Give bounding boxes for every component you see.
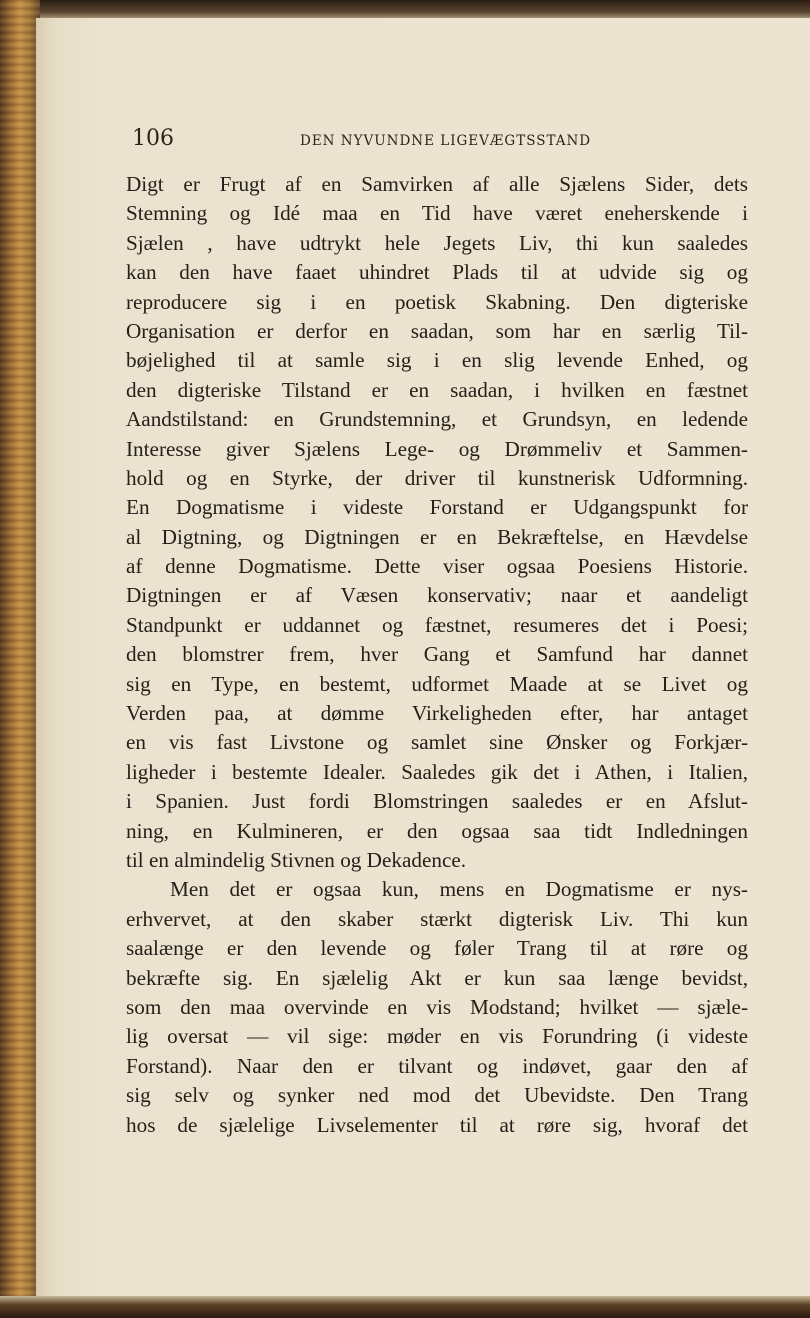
text-line: En Dogmatisme i videste Forstand er Udgangspunkt for (126, 495, 748, 520)
text-line: saalænge er den levende og føler Trang til at røre og (126, 936, 748, 961)
text-line: Stemning og Idé maa en Tid have været eneherskende i (126, 201, 748, 226)
text-line: Forstand). Naar den er tilvant og indøvet, gaar den af (126, 1053, 748, 1078)
text-line: ligheder i bestemte Idealer. Saaledes gik det i Athen, i Italien, (126, 759, 748, 784)
page-top-edge (0, 0, 810, 20)
text-line: hold og en Styrke, der driver til kunstnerisk Udformning. (126, 465, 748, 490)
text-line: Interesse giver Sjælens Lege- og Drømmeliv et Sammen- (126, 436, 748, 461)
text-line: kan den have faaet uhindret Plads til at udvide sig og (126, 260, 748, 285)
text-line: Men det er ogsaa kun, mens en Dogmatisme er nys- (170, 877, 748, 902)
text-line: Organisation er derfor en saadan, som har en særlig Til- (126, 318, 748, 343)
text-line: lig oversat — vil sige: møder en vis Forundring (i videste (126, 1024, 748, 1049)
text-line: en vis fast Livstone og samlet sine Ønsker og Forkjær- (126, 730, 748, 755)
text-line: Verden paa, at dømme Virkeligheden efter, har antaget (126, 701, 748, 726)
text-line: Digt er Frugt af en Samvirken af alle Sjælens Sider, dets (126, 172, 748, 196)
text-line: af denne Dogmatisme. Dette viser ogsaa Poesiens Historie. (126, 554, 748, 579)
body-text (126, 170, 748, 1140)
text-line: den digteriske Tilstand er en saadan, i hvilken en fæstnet (126, 377, 748, 402)
text-line: den blomstrer frem, hver Gang et Samfund har dannet (126, 642, 748, 667)
text-line: Sjælen , have udtrykt hele Jegets Liv, thi kun saaledes (126, 230, 748, 255)
text-line: al Digtning, og Digtningen er en Bekræftelse, en Hævdelse (126, 524, 748, 549)
text-line: Digtningen er af Væsen konservativ; naar et aandeligt (126, 583, 748, 608)
text-line: til en almindelig Stivnen og Dekadence. (126, 847, 467, 872)
text-line: reproducere sig i en poetisk Skabning. Den digteriske (126, 289, 748, 314)
page-header (128, 122, 628, 154)
text-line: sig selv og synker ned mod det Ubevidste. Den Trang (126, 1083, 748, 1108)
text-line: bekræfte sig. En sjælelig Akt er kun saa længe bevidst, (126, 965, 748, 990)
book-binding (0, 0, 40, 1318)
text-line: hos de sjælelige Livselementer til at røre sig, hvoraf det (126, 1112, 748, 1137)
page-bottom-edge (0, 1296, 810, 1318)
text-line: Aandstilstand: en Grundstemning, et Grundsyn, en ledende (126, 407, 748, 432)
text-line: erhvervet, at den skaber stærkt digterisk Liv. Thi kun (126, 906, 748, 931)
text-line: ning, en Kulmineren, er den ogsaa saa tidt Indledningen (126, 818, 748, 843)
text-line: sig en Type, en bestemt, udformet Maade at se Livet og (126, 671, 748, 696)
text-line: som den maa overvinde en vis Modstand; hvilket — sjæle- (126, 994, 748, 1019)
text-line: i Spanien. Just fordi Blomstringen saaledes er en Afslut- (126, 789, 748, 814)
text-line: Standpunkt er uddannet og fæstnet, resumeres det i Poesi; (126, 612, 748, 637)
page-number: 106 (132, 126, 174, 151)
running-head: DEN NYVUNDNE LIGEVÆGTSSTAND (300, 133, 592, 149)
text-line: bøjelighed til at samle sig i en slig levende Enhed, og (126, 348, 748, 373)
